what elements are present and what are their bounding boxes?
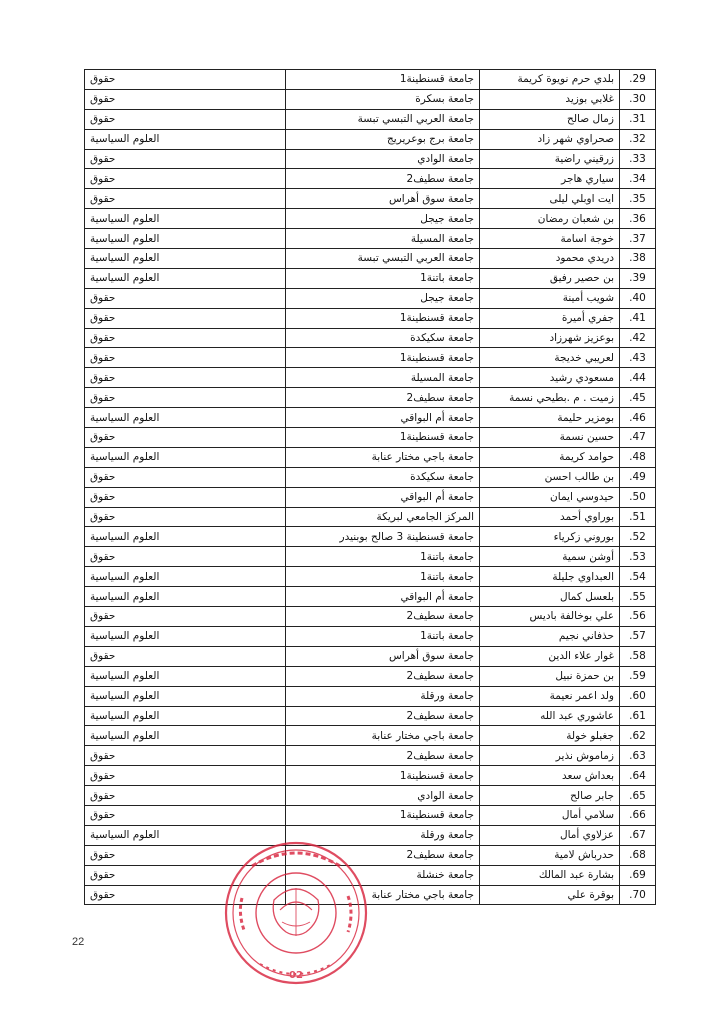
person-name: حذفاني نجيم <box>480 626 620 646</box>
table-row <box>85 746 656 766</box>
university-name: جامعة المسيلة <box>286 368 480 388</box>
person-name: بن حصير رفيق <box>480 268 620 288</box>
row-number: .50 <box>620 487 656 507</box>
field-of-study: حقوق <box>85 109 286 129</box>
person-name: غلابي بوزيد <box>480 89 620 109</box>
field-of-study: حقوق <box>85 308 286 328</box>
table-row <box>85 368 656 388</box>
row-number: .55 <box>620 587 656 607</box>
table-row <box>85 686 656 706</box>
person-name: بشارة عبد المالك <box>480 865 620 885</box>
person-name: عاشوري عبد الله <box>480 706 620 726</box>
university-name: جامعة قسنطينة 3 صالح بوبنيدر <box>286 527 480 547</box>
university-name: جامعة سكيكدة <box>286 467 480 487</box>
row-number: .40 <box>620 288 656 308</box>
field-of-study: حقوق <box>85 149 286 169</box>
university-name: جامعة قسنطينة1 <box>286 70 480 90</box>
row-number: .60 <box>620 686 656 706</box>
university-name: جامعة سطيف2 <box>286 169 480 189</box>
person-name: صحراوي شهر زاد <box>480 129 620 149</box>
row-number: .39 <box>620 268 656 288</box>
field-of-study: العلوم السياسية <box>85 229 286 249</box>
field-of-study: العلوم السياسية <box>85 268 286 288</box>
field-of-study: العلوم السياسية <box>85 447 286 467</box>
university-name: جامعة سوق أهراس <box>286 189 480 209</box>
table-row <box>85 646 656 666</box>
university-name: جامعة المسيلة <box>286 229 480 249</box>
person-name: مسعودي رشيد <box>480 368 620 388</box>
row-number: .62 <box>620 726 656 746</box>
person-name: ولد اعمر نعيمة <box>480 686 620 706</box>
university-name: جامعة باجي مختار عنابة <box>286 447 480 467</box>
row-number: .65 <box>620 786 656 806</box>
university-name: جامعة جيجل <box>286 209 480 229</box>
person-name: حيدوسي ايمان <box>480 487 620 507</box>
row-number: .67 <box>620 825 656 845</box>
field-of-study: العلوم السياسية <box>85 527 286 547</box>
row-number: .45 <box>620 388 656 408</box>
person-name: بوقرة علي <box>480 885 620 905</box>
row-number: .64 <box>620 766 656 786</box>
row-number: .52 <box>620 527 656 547</box>
person-name: جفري أميرة <box>480 308 620 328</box>
table-row <box>85 726 656 746</box>
row-number: .38 <box>620 249 656 269</box>
table-row <box>85 825 656 845</box>
row-number: .32 <box>620 129 656 149</box>
field-of-study: حقوق <box>85 348 286 368</box>
table-row <box>85 865 656 885</box>
table-row <box>85 129 656 149</box>
table-row <box>85 249 656 269</box>
university-name: جامعة سوق أهراس <box>286 646 480 666</box>
row-number: .63 <box>620 746 656 766</box>
table-row <box>85 845 656 865</box>
row-number: .29 <box>620 70 656 90</box>
field-of-study: العلوم السياسية <box>85 686 286 706</box>
university-name: جامعة باتنة1 <box>286 626 480 646</box>
university-name: جامعة باجي مختار عنابة <box>286 885 480 905</box>
person-name: بوراوي أحمد <box>480 507 620 527</box>
row-number: .46 <box>620 408 656 428</box>
row-number: .49 <box>620 467 656 487</box>
field-of-study: حقوق <box>85 288 286 308</box>
field-of-study: حقوق <box>85 388 286 408</box>
field-of-study: حقوق <box>85 328 286 348</box>
field-of-study: حقوق <box>85 507 286 527</box>
person-name: بعداش سعد <box>480 766 620 786</box>
university-name: جامعة الوادي <box>286 786 480 806</box>
field-of-study: العلوم السياسية <box>85 129 286 149</box>
official-seal-stamp <box>222 838 370 988</box>
table-row <box>85 447 656 467</box>
row-number: .51 <box>620 507 656 527</box>
table-row <box>85 70 656 90</box>
row-number: .48 <box>620 447 656 467</box>
table-row <box>85 268 656 288</box>
person-name: سياري هاجر <box>480 169 620 189</box>
table-row <box>85 109 656 129</box>
person-name: خوجة اسامة <box>480 229 620 249</box>
row-number: .66 <box>620 805 656 825</box>
table-row <box>85 805 656 825</box>
field-of-study: حقوق <box>85 607 286 627</box>
person-name: سلامي أمال <box>480 805 620 825</box>
field-of-study: حقوق <box>85 646 286 666</box>
person-name: غوار علاء الدين <box>480 646 620 666</box>
university-name: المركز الجامعي لبريكة <box>286 507 480 527</box>
university-name: جامعة أم البواقي <box>286 587 480 607</box>
row-number: .30 <box>620 89 656 109</box>
field-of-study: حقوق <box>85 169 286 189</box>
university-name: جامعة الوادي <box>286 149 480 169</box>
row-number: .56 <box>620 607 656 627</box>
person-name: لعريبي خديجة <box>480 348 620 368</box>
field-of-study: العلوم السياسية <box>85 825 286 845</box>
person-name: حوامد كريمة <box>480 447 620 467</box>
university-name: جامعة باتنة1 <box>286 268 480 288</box>
person-name: جغبلو خولة <box>480 726 620 746</box>
university-name: جامعة سطيف2 <box>286 845 480 865</box>
university-name: جامعة سطيف2 <box>286 666 480 686</box>
field-of-study: حقوق <box>85 467 286 487</box>
field-of-study: حقوق <box>85 89 286 109</box>
table-row <box>85 706 656 726</box>
university-name: جامعة سطيف2 <box>286 607 480 627</box>
table-row <box>85 428 656 448</box>
person-name: عزلاوي أمال <box>480 825 620 845</box>
table-row <box>85 209 656 229</box>
university-name: جامعة ورقلة <box>286 825 480 845</box>
university-name: جامعة باتنة1 <box>286 567 480 587</box>
person-name: بوعزيز شهرزاد <box>480 328 620 348</box>
field-of-study: حقوق <box>85 766 286 786</box>
candidates-table <box>84 69 656 905</box>
university-name: جامعة قسنطينة1 <box>286 308 480 328</box>
university-name: جامعة باتنة1 <box>286 547 480 567</box>
row-number: .43 <box>620 348 656 368</box>
table-row <box>85 626 656 646</box>
table-row <box>85 607 656 627</box>
university-name: جامعة قسنطينة1 <box>286 805 480 825</box>
university-name: جامعة أم البواقي <box>286 487 480 507</box>
field-of-study: حقوق <box>85 547 286 567</box>
row-number: .47 <box>620 428 656 448</box>
table-row <box>85 89 656 109</box>
university-name: جامعة سطيف2 <box>286 706 480 726</box>
university-name: جامعة بسكرة <box>286 89 480 109</box>
university-name: جامعة خنشلة <box>286 865 480 885</box>
field-of-study: العلوم السياسية <box>85 249 286 269</box>
person-name: علي بوخالفة باديس <box>480 607 620 627</box>
table-row <box>85 308 656 328</box>
field-of-study: حقوق <box>85 805 286 825</box>
table-row <box>85 229 656 249</box>
table-row <box>85 348 656 368</box>
row-number: .34 <box>620 169 656 189</box>
university-name: جامعة العربي التبسي تبسة <box>286 109 480 129</box>
table-row <box>85 885 656 905</box>
row-number: .57 <box>620 626 656 646</box>
field-of-study: حقوق <box>85 786 286 806</box>
table-row <box>85 388 656 408</box>
person-name: دريدي محمود <box>480 249 620 269</box>
field-of-study: حقوق <box>85 746 286 766</box>
table-row <box>85 149 656 169</box>
university-name: جامعة برج بوعريريج <box>286 129 480 149</box>
table-row <box>85 507 656 527</box>
table-row <box>85 766 656 786</box>
row-number: .68 <box>620 845 656 865</box>
person-name: بومزير حليمة <box>480 408 620 428</box>
field-of-study: حقوق <box>85 865 286 885</box>
row-number: .53 <box>620 547 656 567</box>
table-row <box>85 567 656 587</box>
table-row <box>85 467 656 487</box>
person-name: حدرباش لامية <box>480 845 620 865</box>
row-number: .44 <box>620 368 656 388</box>
person-name: زماموش نذير <box>480 746 620 766</box>
table-row <box>85 169 656 189</box>
row-number: .58 <box>620 646 656 666</box>
row-number: .33 <box>620 149 656 169</box>
row-number: .42 <box>620 328 656 348</box>
university-name: جامعة قسنطينة1 <box>286 766 480 786</box>
row-number: .37 <box>620 229 656 249</box>
field-of-study: العلوم السياسية <box>85 726 286 746</box>
university-name: جامعة سطيف2 <box>286 388 480 408</box>
row-number: .59 <box>620 666 656 686</box>
page-number: 22 <box>72 936 85 948</box>
person-name: بوروني زكرياء <box>480 527 620 547</box>
row-number: .69 <box>620 865 656 885</box>
person-name: بلدي حرم نويوة كريمة <box>480 70 620 90</box>
university-name: جامعة العربي التبسي تبسة <box>286 249 480 269</box>
table-row <box>85 487 656 507</box>
person-name: بن حمزة نبيل <box>480 666 620 686</box>
university-name: جامعة سطيف2 <box>286 746 480 766</box>
person-name: العبداوي جليلة <box>480 567 620 587</box>
field-of-study: العلوم السياسية <box>85 626 286 646</box>
row-number: .35 <box>620 189 656 209</box>
person-name: أوشن سمية <box>480 547 620 567</box>
field-of-study: العلوم السياسية <box>85 587 286 607</box>
field-of-study: العلوم السياسية <box>85 706 286 726</box>
university-name: جامعة باجي مختار عنابة <box>286 726 480 746</box>
person-name: بن طالب احسن <box>480 467 620 487</box>
person-name: حسين نسمة <box>480 428 620 448</box>
person-name: بلعسل كمال <box>480 587 620 607</box>
row-number: .36 <box>620 209 656 229</box>
person-name: زمال صالح <box>480 109 620 129</box>
field-of-study: العلوم السياسية <box>85 567 286 587</box>
field-of-study: حقوق <box>85 845 286 865</box>
field-of-study: حقوق <box>85 70 286 90</box>
field-of-study: العلوم السياسية <box>85 209 286 229</box>
person-name: زرقيني راضية <box>480 149 620 169</box>
field-of-study: حقوق <box>85 885 286 905</box>
row-number: .54 <box>620 567 656 587</box>
table-row <box>85 666 656 686</box>
university-name: جامعة جيجل <box>286 288 480 308</box>
field-of-study: حقوق <box>85 368 286 388</box>
row-number: .70 <box>620 885 656 905</box>
stamp-number: 02 <box>289 970 303 981</box>
row-number: .31 <box>620 109 656 129</box>
field-of-study: العلوم السياسية <box>85 408 286 428</box>
field-of-study: حقوق <box>85 428 286 448</box>
person-name: زميت . م .بطيحي نسمة <box>480 388 620 408</box>
university-name: جامعة قسنطينة1 <box>286 428 480 448</box>
table-row <box>85 189 656 209</box>
table-row <box>85 408 656 428</box>
table-row <box>85 587 656 607</box>
field-of-study: حقوق <box>85 487 286 507</box>
university-name: جامعة أم البواقي <box>286 408 480 428</box>
field-of-study: العلوم السياسية <box>85 666 286 686</box>
university-name: جامعة قسنطينة1 <box>286 348 480 368</box>
row-number: .41 <box>620 308 656 328</box>
field-of-study: حقوق <box>85 189 286 209</box>
table-row <box>85 328 656 348</box>
person-name: بن شعبان رمضان <box>480 209 620 229</box>
person-name: شويب أمينة <box>480 288 620 308</box>
table-row <box>85 288 656 308</box>
row-number: .61 <box>620 706 656 726</box>
university-name: جامعة ورقلة <box>286 686 480 706</box>
person-name: ايت اوبلي ليلى <box>480 189 620 209</box>
table-row <box>85 547 656 567</box>
table-body <box>85 70 656 905</box>
table-row <box>85 527 656 547</box>
university-name: جامعة سكيكدة <box>286 328 480 348</box>
person-name: جابر صالح <box>480 786 620 806</box>
table-row <box>85 786 656 806</box>
